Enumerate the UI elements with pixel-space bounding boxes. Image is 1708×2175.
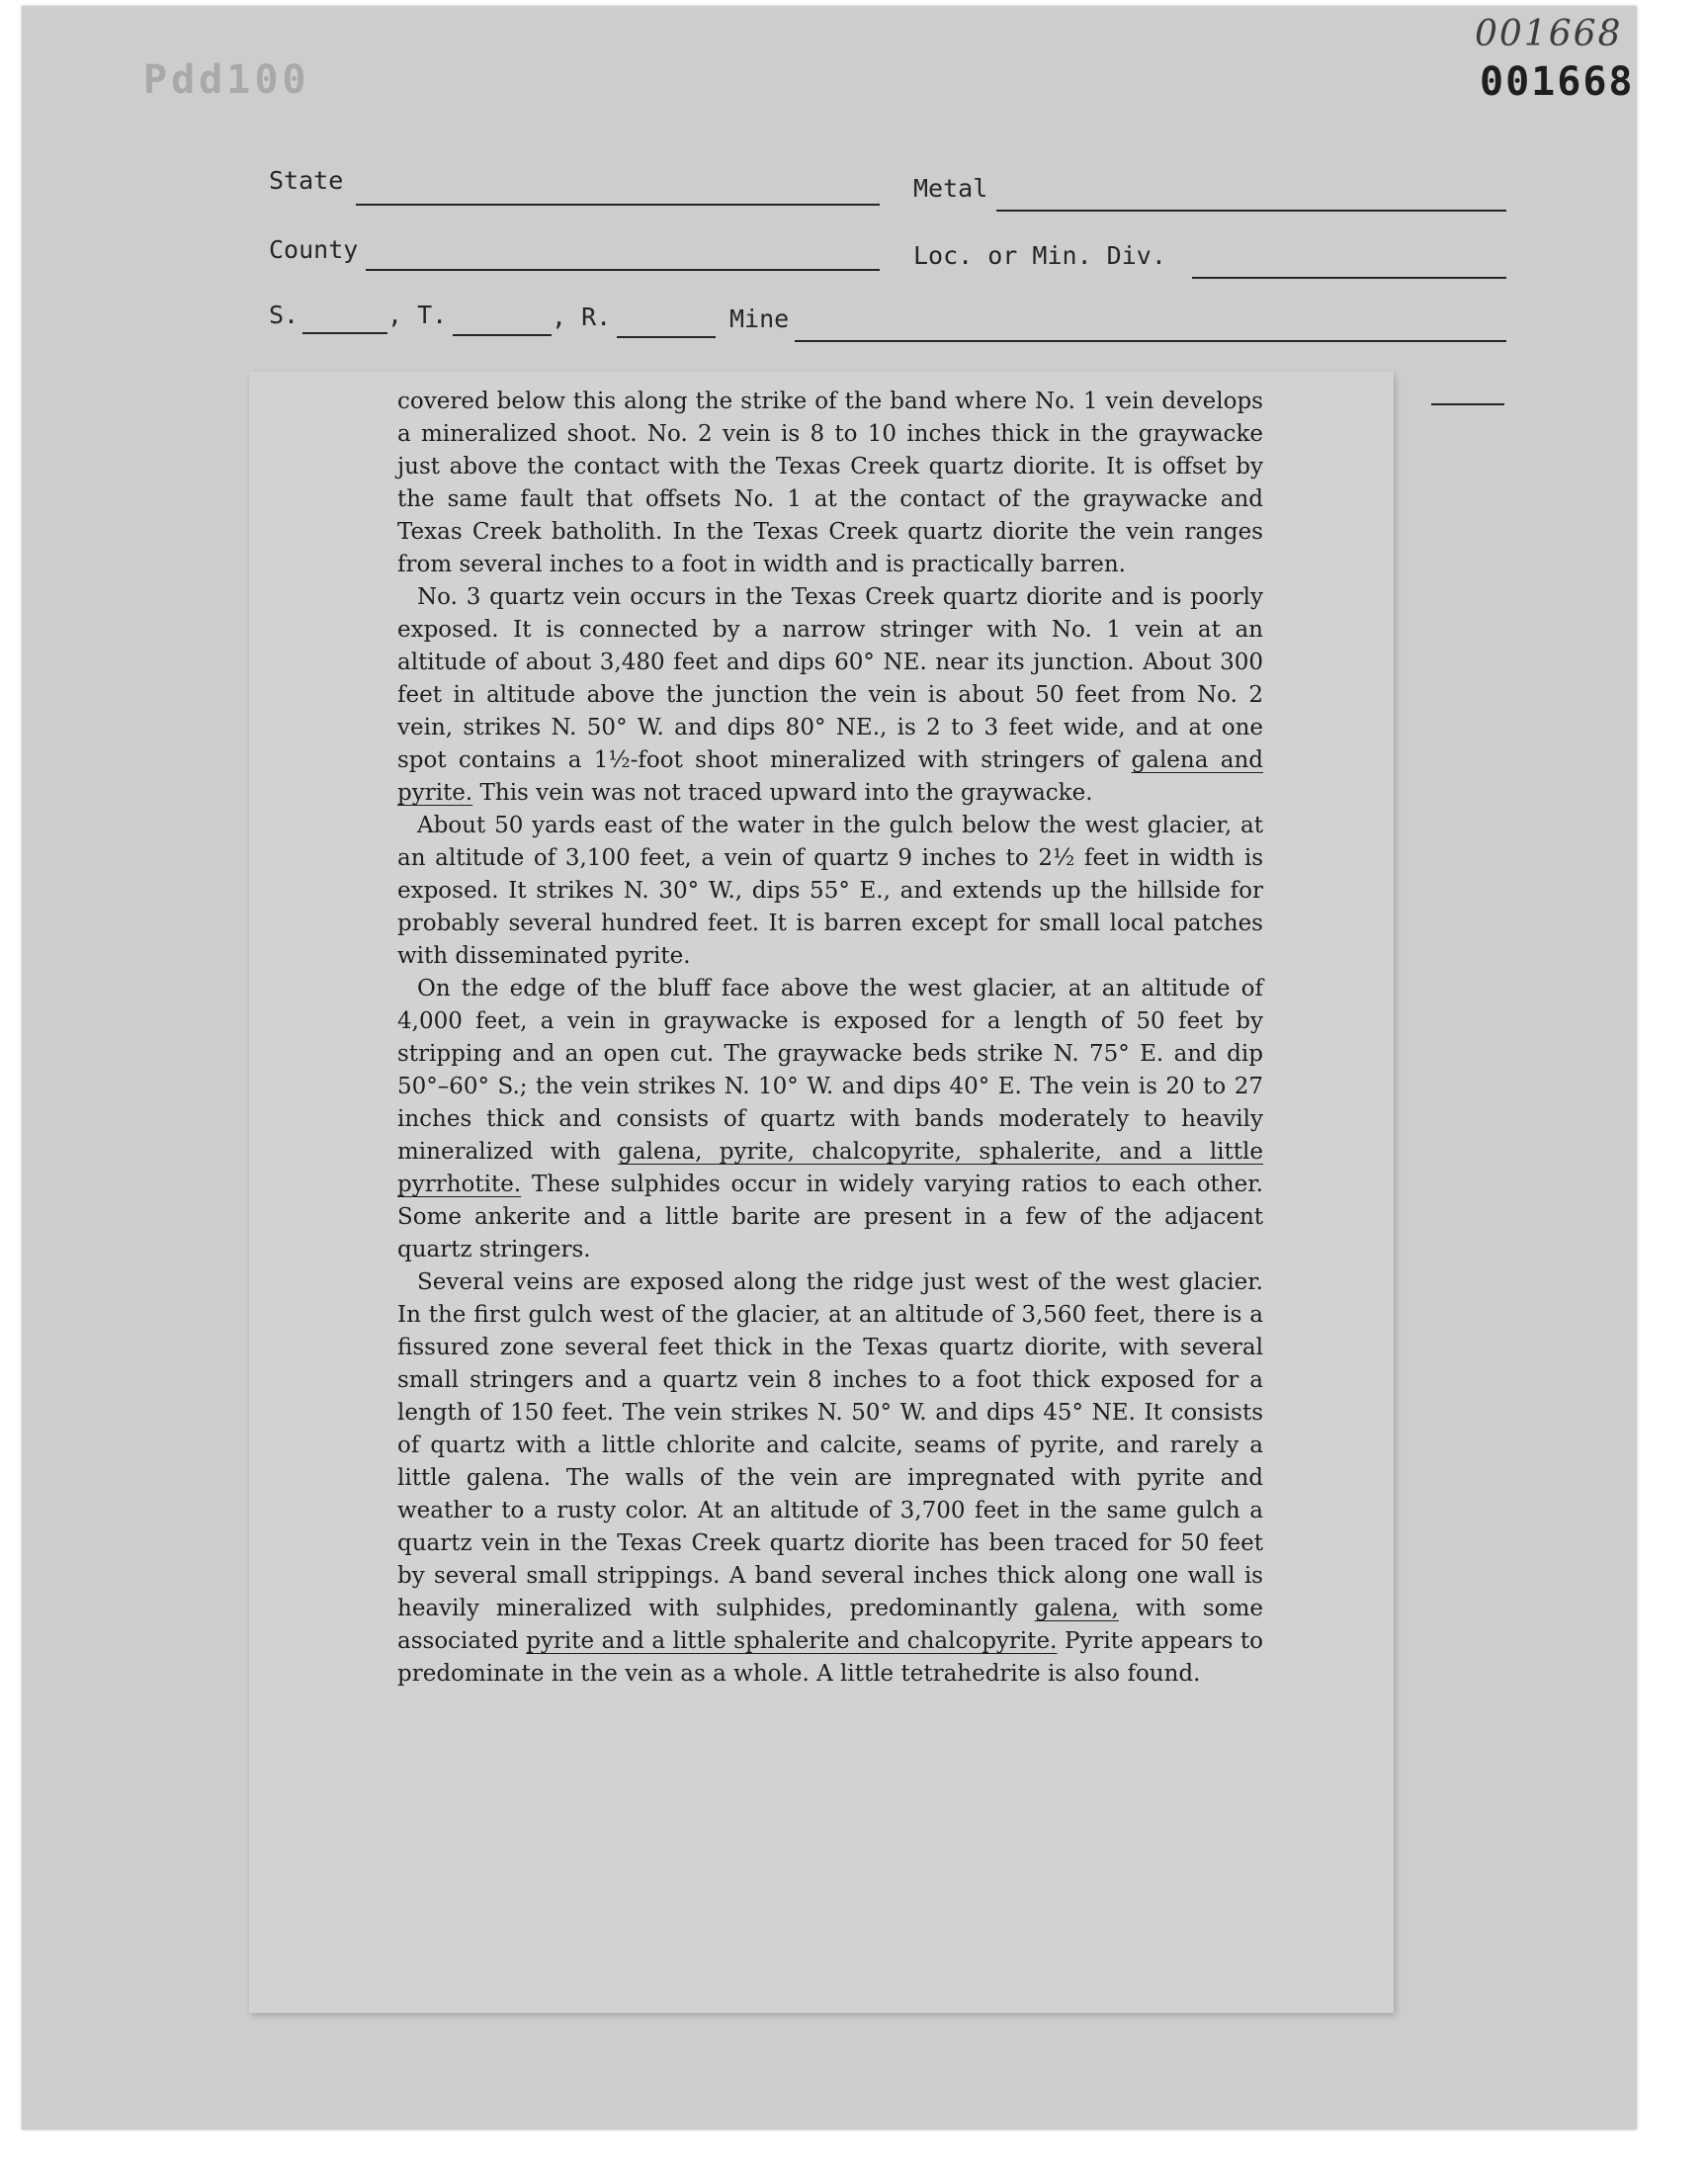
state-label: State (269, 166, 344, 195)
county-label: County (269, 235, 359, 264)
range-label: , R. (552, 303, 612, 331)
underlined-minerals: pyrite and a little sphalerite and chalcopyrite. (526, 1628, 1058, 1654)
paragraph-3: About 50 yards east of the water in the gulch below the west glacier, at an altitude of 3,100 feet, a vein of quartz 9 inches to 2½ feet in width is exposed. It strikes N. 30° W., dips 55° E., and extends up the hillside for probably several hundred feet. It is barren except for small local patches with disseminated pyrite. (397, 813, 1263, 969)
metal-field-line (996, 210, 1506, 212)
paragraph-5: Several veins are exposed along the ridge just west of the west glacier. In the first gulch west of the glacier, at an altitude of 3,560 feet, there is a fissured zone several feet thick in the Texas quartz diorite, with several small stringers and a quartz vein 8 inches to a foot thick exposed for a length of 150 feet. The vein strikes N. 50° W. and dips 45° NE. It consists of quartz with a little chlorite and calcite, seams of pyrite, and rarely a little galena. The walls of the vein are impregnated with pyrite and weather to a rusty color. At an altitude of 3,700 feet in the same gulch a quartz vein in the Texas Creek quartz diorite has been traced for 50 feet by several small strippings. A band several inches thick along one wall is heavily mineralized with sulphides, predominantly galena, with some associated pyrite and a little sphalerite and chalcopyrite. Pyrite appears to predominate in the vein as a whole. A little tetrahedrite is also found. (397, 1269, 1263, 1687)
township-field-line (453, 334, 552, 336)
stamped-document-number: 001668 (1480, 59, 1635, 105)
underlined-minerals: galena, pyrite, chalcopyrite, sphalerite, and a little pyrrhotite. (397, 1139, 1263, 1197)
corner-stamp: Pdd100 (143, 57, 310, 103)
form-line-stub (1431, 403, 1504, 405)
paragraph-1: covered below this along the strike of the band where No. 1 vein develops a mineralized shoot. No. 2 vein is 8 to 10 inches thick in the graywacke just above the contact with the Texas Creek quartz diorite. It is offset by the same fault that offsets No. 1 at the contact of the graywacke and Texas Creek batholith. In the Texas Creek quartz diorite the vein ranges from several inches to a foot in width and is practically barren. (397, 389, 1263, 577)
report-text (397, 386, 1263, 1691)
underlined-minerals: galena, (1034, 1596, 1119, 1621)
underlined-minerals: galena and pyrite. (397, 747, 1263, 806)
county-field-line (366, 269, 880, 271)
range-field-line (617, 336, 716, 338)
mine-field-line (795, 340, 1506, 342)
paragraph-4: On the edge of the bluff face above the west glacier, at an altitude of 4,000 feet, a vein in graywacke is exposed for a length of 50 feet by stripping and an open cut. The graywacke beds strike N. 75° E. and dip 50°–60° S.; the vein strikes N. 10° W. and dips 40° E. The vein is 20 to 27 inches thick and consists of quartz with bands moderately to heavily mineralized with galena, pyrite, chalcopyrite, sphalerite, and a little pyrrhotite. These sulphides occur in widely varying ratios to each other. Some ankerite and a little barite are present in a few of the adjacent quartz stringers. (397, 976, 1263, 1262)
loc-field-line (1192, 277, 1506, 279)
handwritten-document-number: 001668 (1475, 14, 1623, 54)
section-field-line (302, 332, 387, 334)
mine-label: Mine (729, 304, 790, 333)
township-label: , T. (387, 301, 448, 329)
loc-label: Loc. or Min. Div. (913, 241, 1166, 270)
state-field-line (356, 204, 880, 206)
pasted-text-clipping (249, 372, 1394, 2013)
section-label: S. (269, 301, 299, 329)
metal-label: Metal (913, 174, 988, 203)
paragraph-2: No. 3 quartz vein occurs in the Texas Creek quartz diorite and is poorly exposed. It is connected by a narrow stringer with No. 1 vein at an altitude of about 3,480 feet and dips 60° NE. near its junction. About 300 feet in altitude above the junction the vein is about 50 feet from No. 2 vein, strikes N. 50° W. and dips 80° NE., is 2 to 3 feet wide, and at one spot contains a 1½-foot shoot mineralized with stringers of galena and pyrite. This vein was not traced upward into the graywacke. (397, 584, 1263, 806)
